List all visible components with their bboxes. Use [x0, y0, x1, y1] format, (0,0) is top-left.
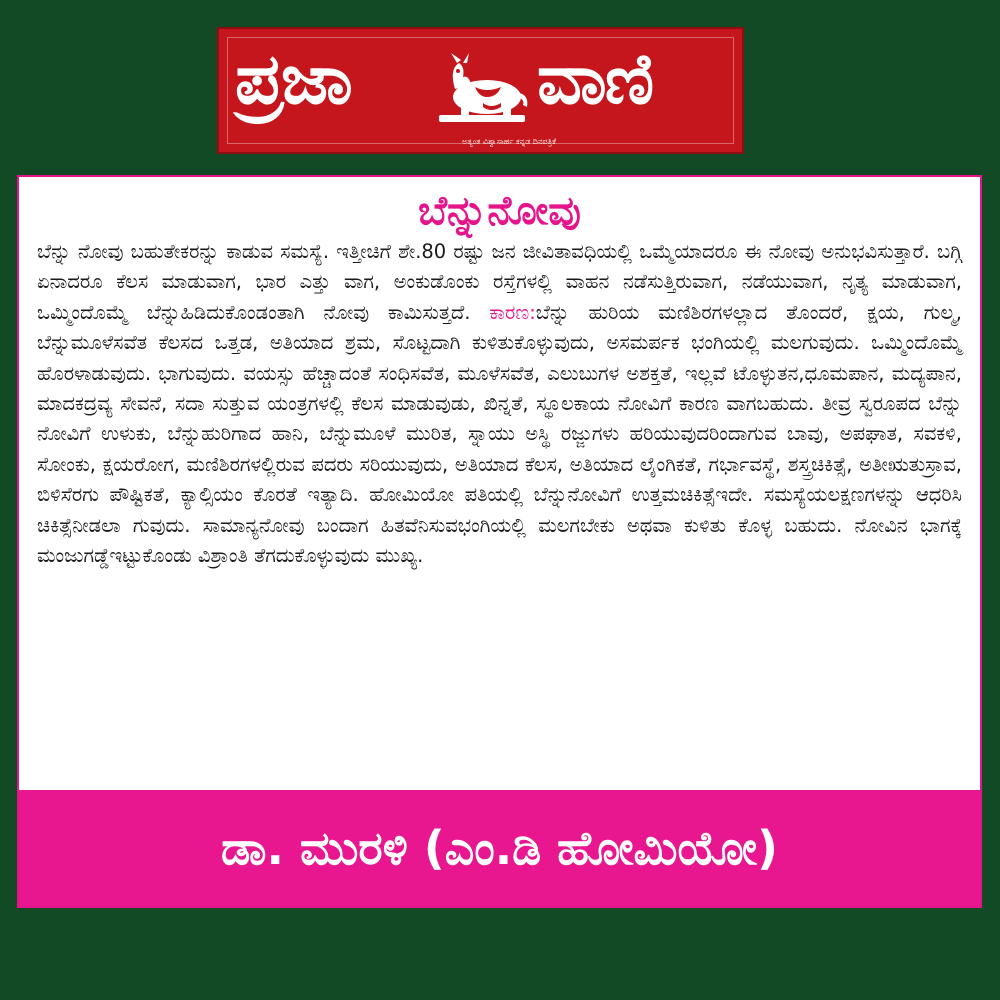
newspaper-masthead: [217, 27, 744, 154]
article-panel: [17, 175, 982, 908]
author-name: ಡಾ. ಮುರಳಿ (ಎಂ.ಡಿ ಹೋಮಿಯೋ): [220, 821, 779, 875]
bull-emblem-icon: [431, 47, 531, 127]
author-banner: [19, 790, 980, 906]
article-body-intro: ಬೆನ್ನು ನೋವು ಬಹುತೇಕರನ್ನು ಕಾಡುವ ಸಮಸ್ಯೆ. ಇತ್ತೀಚಿಗೆ ಶೇ.80 ರಷ್ಟು ಜನ ಜೀವಿತಾವಧಿಯಲ್ಲಿ ಒಮ್ಮೆಯಾದರೂ ಈ ನೋವು ಅನುಭವಿಸುತ್ತಾರೆ. ಬಗ್ಗಿ ಏನಾದರೂ ಕೆಲಸ ಮಾಡುವಾಗ, ಭಾರ ಎತ್ತು ವಾಗ, ಅಂಕುಡೊಂಕು ರಸ್ತೆಗಳಲ್ಲಿ ವಾಹನ ನಡೆಸುತ್ತಿರುವಾಗ, ನಡೆಯುವಾಗ, ನೃತ್ಯ ಮಾಡುವಾಗ, ಒಮ್ಮಿಂದೊಮ್ಮೆ ಬೆನ್ನುಹಿಡಿದುಕೊಂಡಂತಾಗಿ ನೋವು ಕಾಮಿಸುತ್ತದೆ.: [37, 240, 962, 324]
article-body-causes: ಬೆನ್ನು ಹುರಿಯ ಮಣಿಶಿರಗಳಲ್ಲಾದ ತೊಂದರೆ, ಕ್ಷಯ, ಗುಲ್ಮ, ಬೆನ್ನುಮೂಳೆಸವೆತ ಕೆಲಸದ ಒತ್ತಡ, ಅತಿಯಾದ ಶ್ರಮ, ಸೊಟ್ಟದಾಗಿ ಕುಳಿತುಕೊಳ್ಳುವುದು, ಅಸಮರ್ಪಕ ಭಂಗಿಯಲ್ಲಿ ಮಲಗುವುದು. ಒಮ್ಮಿಂದೊಮ್ಮೆ ಹೊರಳಾಡುವುದು. ಭಾಗುವುದು. ವಯಸ್ಸು ಹೆಚ್ಚಾದಂತೆ ಸಂಧಿಸವೆತ, ಮೂಳೆಸವೆತ, ಎಲುಬುಗಳ ಅಶಕ್ತತೆ, ಇಲ್ಲವೆ ಟೊಳ್ಳುತನ,ಧೂಮಪಾನ, ಮದ್ಯಪಾನ, ಮಾದಕದ್ರವ್ಯ ಸೇವನೆ, ಸದಾ ಸುತ್ತುವ ಯಂತ್ರಗಳಲ್ಲಿ ಕೆಲಸ ಮಾಡುವುಡು, ಖಿನ್ನತೆ, ಸ್ಥೂಲಕಾಯ ನೋವಿಗೆ ಕಾರಣ ವಾಗಬಹುದು. ತೀವ್ರ ಸ್ವರೂಪದ ಬೆನ್ನು ನೋವಿಗೆ ಉಳುಕು, ಬೆನ್ನುಹುರಿಗಾದ ಹಾನಿ, ಬೆನ್ನುಮೂಳೆ ಮುರಿತ, ಸ್ನಾಯು ಅಸ್ಥಿ ರಜ್ಜುಗಳು ಹರಿಯುವುದರಿಂದಾಗುವ ಬಾವು, ಅಪಘಾತ, ಸವಕಳಿ, ಸೋಂಕು, ಕ್ಷಯರೋಗ, ಮಣಿಶಿರಗಳಲ್ಲಿರುವ ಪದರು ಸರಿಯುವುದು, ಅತಿಯಾದ ಕೆಲಸ, ಅತಿಯಾದ ಲೈಂಗಿಕತೆ, ಗರ್ಭಾವಸ್ಥೆ, ಶಸ್ತ್ರಚಿಕಿತ್ಸೆ, ಅತೀಋತುಸ್ರಾವ, ಬಿಳಿಸೆರಗು ಪೌಷ್ಟಿಕತೆ, ಕ್ಯಾಲ್ಸಿಯಂ ಕೊರತೆ ಇತ್ಯಾದಿ. ಹೋಮಿಯೋ ಪತಿಯಲ್ಲಿ ಬೆನ್ನುನೋವಿಗೆ ಉತ್ತಮಚಿಕಿತ್ಸೆಇದೇ. ಸಮಸ್ಯೆಯಲಕ್ಷಣಗಳನ್ನು ಆಧರಿಸಿ ಚಿಕಿತ್ಸೆನೀಡಲಾ ಗುವುದು. ಸಾಮಾನ್ಯನೋವು ಬಂದಾಗ ಹಿತವೆನಿಸುವಭಂಗಿಯಲ್ಲಿ ಮಲಗಬೇಕು ಅಥವಾ ಕುಳಿತು ಕೊಳ್ಳ ಬಹುದು. ನೋವಿನ ಭಾಗಕ್ಕೆ ಮಂಜುಗಡ್ಡೆಇಟ್ಟುಕೊಂಡು ವಿಶ್ರಾಂತಿ ತೆಗದುಕೊಳ್ಳುವುದು ಮುಖ್ಯ.: [37, 300, 962, 568]
brand-name-right: ವಾಣಿ: [537, 38, 653, 120]
brand-name-left: ಪ್ರಜಾ: [235, 38, 351, 120]
cause-keyword: ಕಾರಣ:: [489, 300, 536, 324]
article-body: [37, 237, 962, 571]
masthead-tagline: ಅತ್ಯಂತ ವಿಶ್ವಾಸಾರ್ಹ ಕನ್ನಡ ದಿನಪತ್ರಿಕೆ: [461, 137, 557, 146]
article-title: ಬೆನ್ನುನೋವು: [418, 188, 581, 234]
